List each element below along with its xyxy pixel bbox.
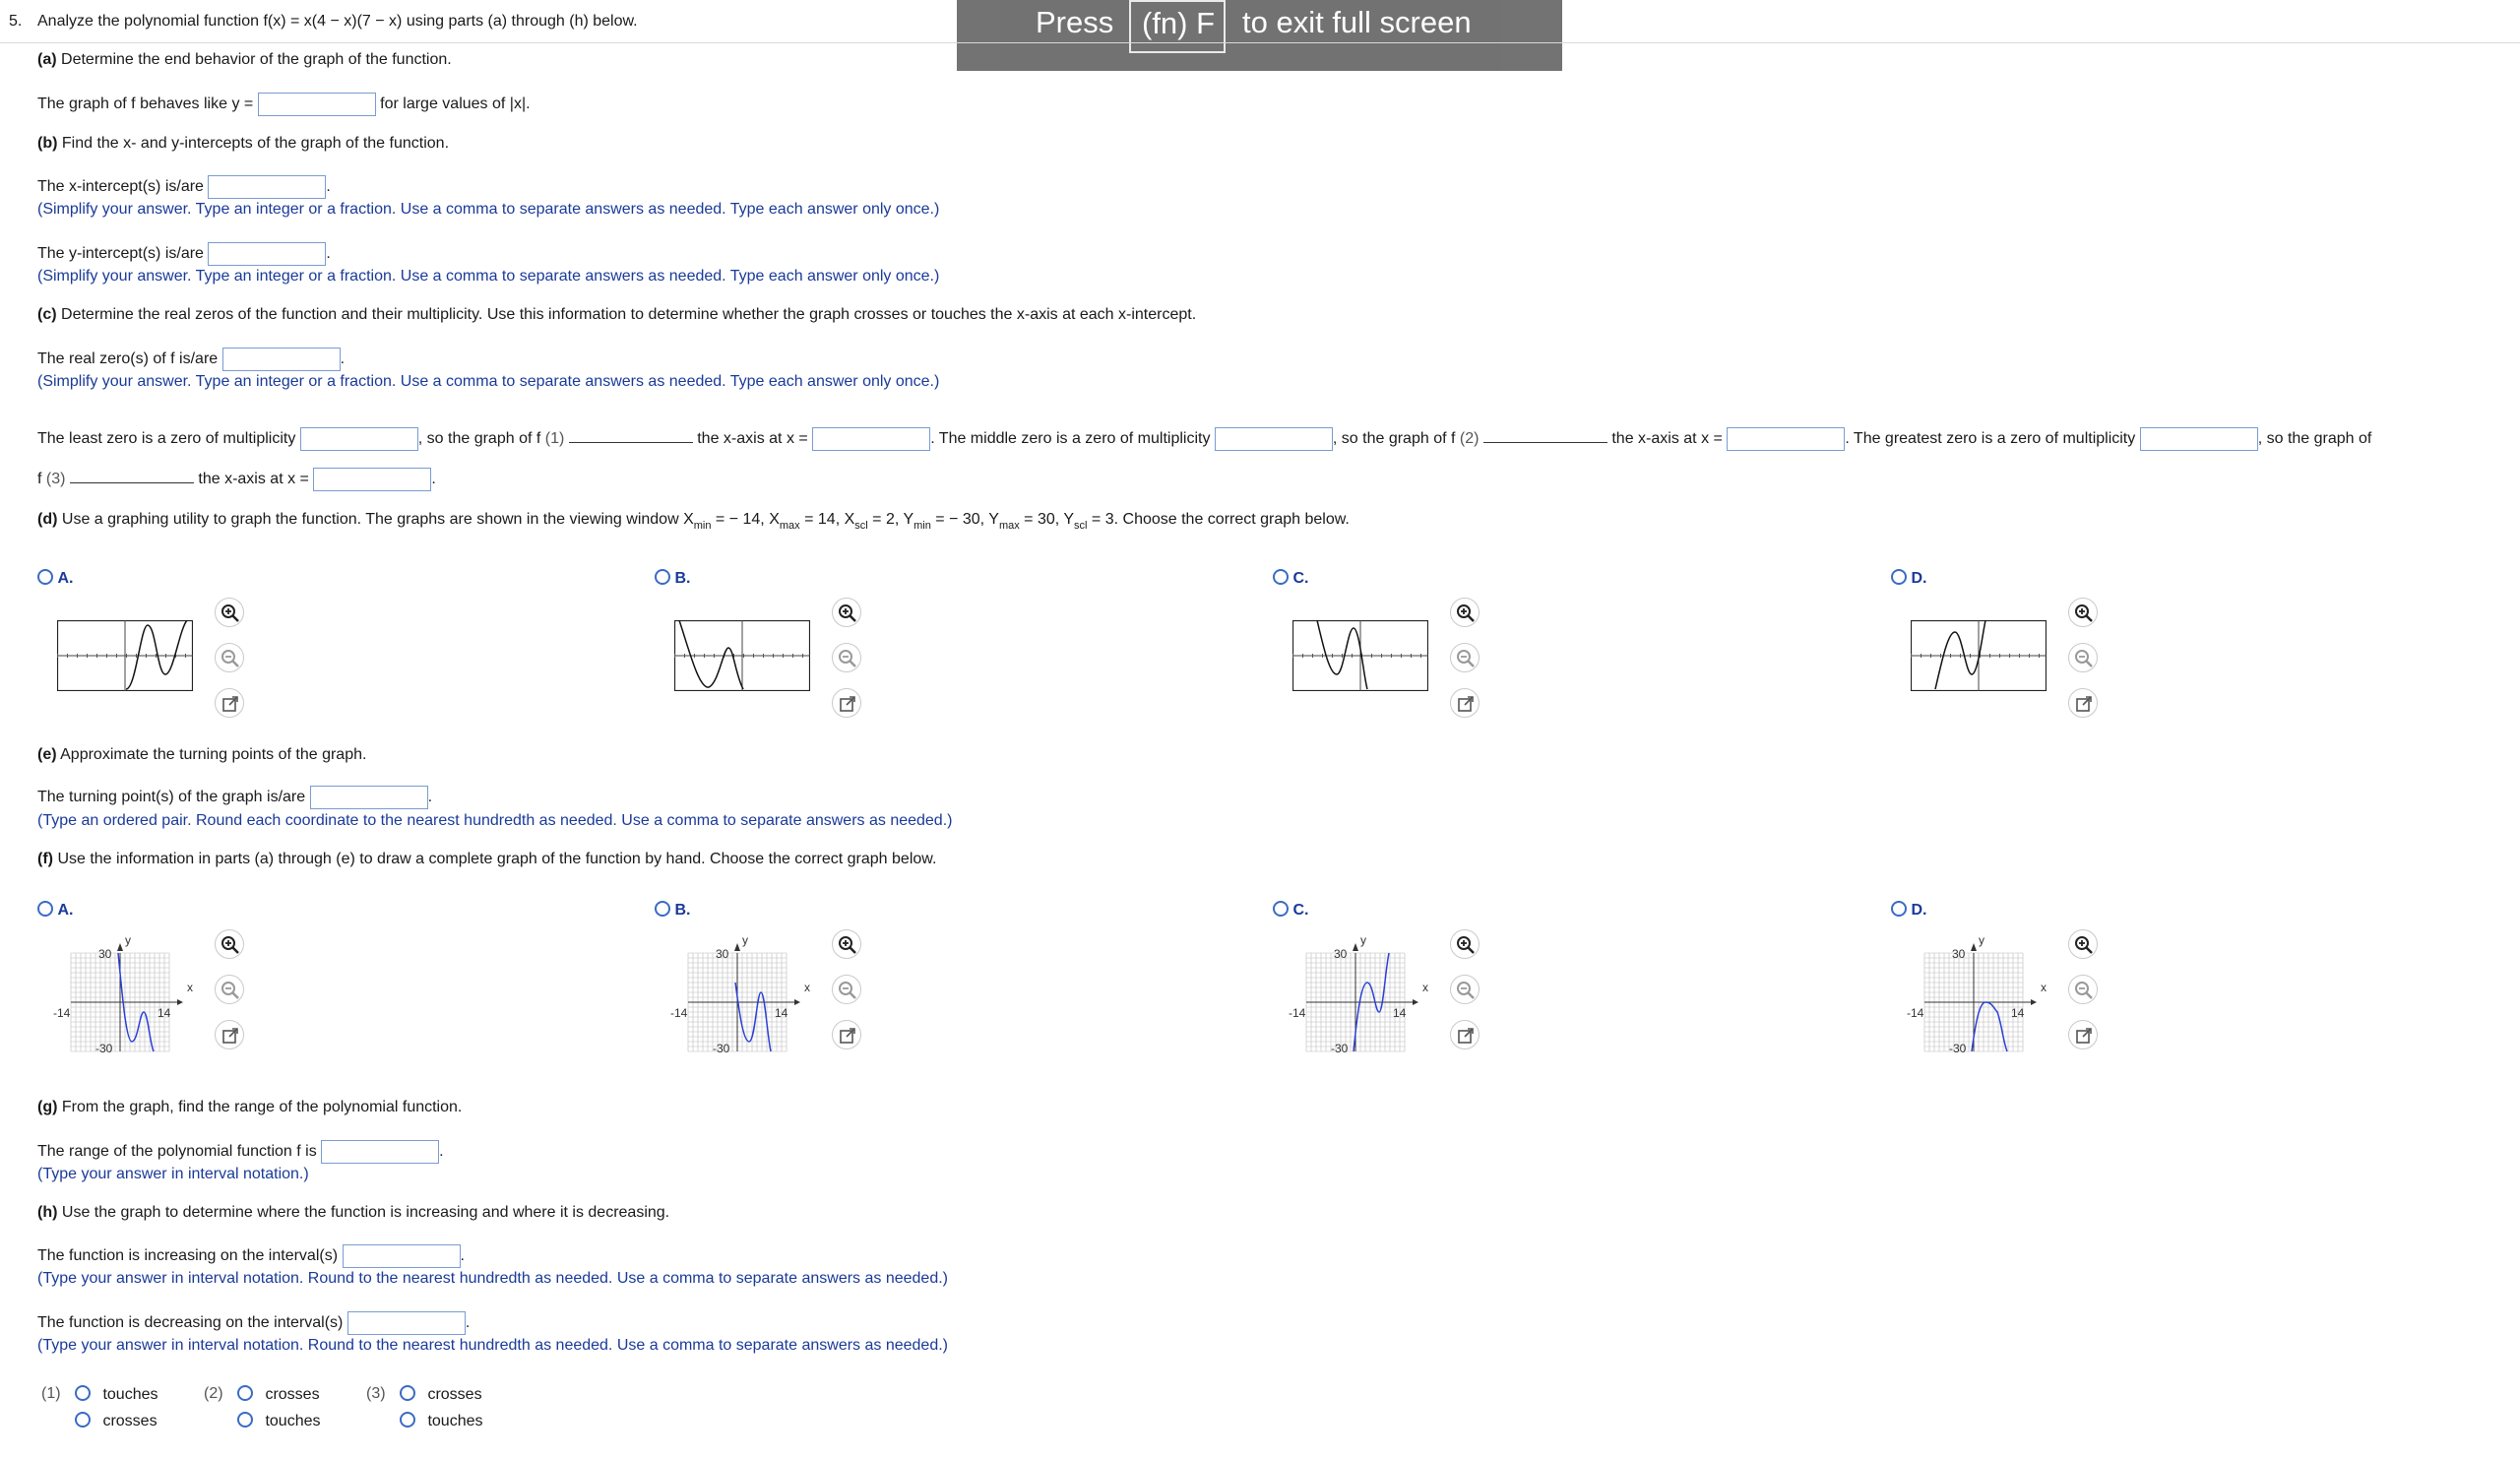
turning-points-hint: (Type an ordered pair. Round each coordinate to the nearest hundredth as needed. Use a comma to separate answers as needed.) [37, 812, 953, 829]
radio-button[interactable] [655, 569, 670, 585]
graph-thumbnail[interactable] [1911, 620, 2047, 696]
y-intercept-hint: (Simplify your answer. Type an integer or a fraction. Use a comma to separate answers as needed. Type each answer only once.) [37, 268, 940, 285]
dropdown-choice-number: (2) [204, 1385, 223, 1402]
decreasing-sentence: The function is decreasing on the interval(s) . [37, 1311, 470, 1335]
x-intercept-input[interactable] [208, 175, 326, 199]
zoom-out-icon[interactable] [832, 643, 861, 672]
dropdown-choice-number: (1) [41, 1385, 61, 1402]
part-f-option[interactable]: A. [37, 901, 73, 920]
zoom-in-icon[interactable] [2068, 929, 2098, 959]
popout-icon[interactable] [1450, 1020, 1480, 1049]
dropdown-choice-number: (3) [366, 1385, 386, 1402]
y-intercept-input[interactable] [208, 242, 326, 266]
popout-icon[interactable] [2068, 1020, 2098, 1049]
radio-button[interactable] [400, 1385, 415, 1401]
grid-graph-thumbnail[interactable]: y x 30 -30 -14 14 [61, 933, 219, 1062]
grid-graph-thumbnail[interactable]: y x 30 -30 -14 14 [1915, 933, 2072, 1062]
middle-zero-multiplicity-input[interactable] [1215, 427, 1333, 451]
x-intercept-hint: (Simplify your answer. Type an integer or a fraction. Use a comma to separate answers as needed. Type each answer only once.) [37, 201, 940, 218]
part-d-title: (d) Use a graphing utility to graph the function. The graphs are shown in the viewing window $X_{min}$ = − 14, $X_{max} = 14$, $X_{scl} = 2$, $Y_{min}$ = − 30, $Y_{max} = 30$, $Y_{scl} = 3$. Choose the correct graph below. [37, 511, 1350, 532]
radio-button[interactable] [655, 901, 670, 917]
part-a-sentence: The graph of f behaves like y = for large values of |x|. [37, 93, 531, 116]
zoom-out-icon[interactable] [215, 643, 244, 672]
part-f-option[interactable]: D. [1891, 901, 1926, 920]
radio-button[interactable] [37, 901, 53, 917]
part-d-option[interactable]: A. [37, 569, 73, 588]
radio-button[interactable] [1273, 569, 1289, 585]
banner-key: (fn) F [1129, 0, 1226, 53]
least-zero-multiplicity-input[interactable] [300, 427, 418, 451]
popout-icon[interactable] [832, 1020, 861, 1049]
popout-icon[interactable] [832, 688, 861, 718]
zoom-in-icon[interactable] [2068, 598, 2098, 627]
y-intercept-sentence: The y-intercept(s) is/are . [37, 242, 331, 266]
zoom-out-icon[interactable] [215, 975, 244, 1004]
greatest-zero-multiplicity-input[interactable] [2140, 427, 2258, 451]
dropdown-3[interactable] [70, 469, 194, 483]
turning-points-input[interactable] [310, 786, 428, 809]
multiplicity-row-2: f (3) the x-axis at x = . [37, 468, 436, 491]
popout-icon[interactable] [1450, 688, 1480, 718]
radio-button[interactable] [75, 1412, 91, 1428]
decreasing-hint: (Type your answer in interval notation. Round to the nearest hundredth as needed. Use a comma to separate answers as needed.) [37, 1337, 948, 1354]
zoom-out-icon[interactable] [832, 975, 861, 1004]
range-hint: (Type your answer in interval notation.) [37, 1166, 309, 1182]
banner-press: Press [1036, 5, 1114, 39]
fullscreen-banner [957, 0, 1562, 71]
radio-button[interactable] [1891, 569, 1907, 585]
zoom-in-icon[interactable] [215, 929, 244, 959]
radio-button[interactable] [1273, 901, 1289, 917]
radio-button[interactable] [400, 1412, 415, 1428]
end-behavior-input[interactable] [258, 93, 376, 116]
real-zeros-input[interactable] [222, 348, 341, 371]
multiplicity-row-1: The least zero is a zero of multiplicity , so the graph of f (1) the x-axis at x = . The middle zero is a zero of multiplicity , so the graph of f (2) the x-axis at x = . The greatest zero is a zero of multiplicity , so the graph of [37, 427, 2371, 451]
part-d-option[interactable]: D. [1891, 569, 1926, 588]
real-zeros-sentence: The real zero(s) of f is/are . [37, 348, 345, 371]
least-zero-x-input[interactable] [812, 427, 930, 451]
part-f-option[interactable]: B. [655, 901, 690, 920]
dropdown-choice-option[interactable]: touches [237, 1412, 321, 1430]
dropdown-choice-option[interactable]: touches [400, 1412, 483, 1430]
popout-icon[interactable] [2068, 688, 2098, 718]
dropdown-1[interactable] [569, 428, 693, 443]
turning-points-sentence: The turning point(s) of the graph is/are . [37, 786, 432, 809]
graph-thumbnail[interactable] [674, 620, 810, 696]
popout-icon[interactable] [215, 688, 244, 718]
radio-button[interactable] [75, 1385, 91, 1401]
part-b-title: (b) Find the x- and y-intercepts of the graph of the function. [37, 135, 450, 152]
zoom-in-icon[interactable] [832, 598, 861, 627]
part-f-title: (f) Use the information in parts (a) through (e) to draw a complete graph of the function by hand. Choose the correct graph below. [37, 851, 937, 867]
zoom-in-icon[interactable] [215, 598, 244, 627]
radio-button[interactable] [237, 1412, 253, 1428]
zoom-in-icon[interactable] [1450, 598, 1480, 627]
part-c-title: (c) Determine the real zeros of the function and their multiplicity. Use this information to determine whether the graph crosses or touches the x-axis at each x-intercept. [37, 306, 1197, 323]
part-d-option[interactable]: B. [655, 569, 690, 588]
dropdown-choice-option[interactable]: touches [75, 1385, 158, 1404]
range-sentence: The range of the polynomial function f is . [37, 1140, 444, 1164]
x-intercept-sentence: The x-intercept(s) is/are . [37, 175, 331, 199]
dropdown-choice-option[interactable]: crosses [75, 1412, 158, 1430]
radio-button[interactable] [37, 569, 53, 585]
part-e-title: (e) Approximate the turning points of the graph. [37, 746, 367, 763]
part-h-title: (h) Use the graph to determine where the function is increasing and where it is decreasing. [37, 1204, 670, 1221]
grid-graph-thumbnail[interactable]: y x 30 -30 -14 14 [678, 933, 836, 1062]
question-number: 5. [9, 13, 23, 30]
increasing-sentence: The function is increasing on the interval(s) . [37, 1244, 465, 1268]
zoom-in-icon[interactable] [832, 929, 861, 959]
question-prompt: Analyze the polynomial function f(x) = x(4 − x)(7 − x) using parts (a) through (h) below. [37, 13, 638, 30]
grid-graph-thumbnail[interactable]: y x 30 -30 -14 14 [1296, 933, 1454, 1062]
popout-icon[interactable] [215, 1020, 244, 1049]
dropdown-2[interactable] [1483, 428, 1607, 443]
divider [0, 42, 2520, 43]
part-a-title: (a) Determine the end behavior of the graph of the function. [37, 51, 452, 68]
greatest-zero-x-input[interactable] [313, 468, 431, 491]
increasing-input[interactable] [343, 1244, 461, 1268]
zoom-out-icon[interactable] [2068, 643, 2098, 672]
middle-zero-x-input[interactable] [1727, 427, 1845, 451]
zoom-out-icon[interactable] [1450, 643, 1480, 672]
dropdown-choice-option[interactable]: crosses [237, 1385, 320, 1404]
radio-button[interactable] [237, 1385, 253, 1401]
dropdown-choice-option[interactable]: crosses [400, 1385, 482, 1404]
zoom-in-icon[interactable] [1450, 929, 1480, 959]
banner-rest: to exit full screen [1242, 5, 1472, 39]
part-d-option[interactable]: C. [1273, 569, 1308, 588]
graph-thumbnail[interactable] [57, 620, 193, 696]
part-f-option[interactable]: C. [1273, 901, 1308, 920]
part-g-title: (g) From the graph, find the range of the polynomial function. [37, 1099, 463, 1115]
radio-button[interactable] [1891, 901, 1907, 917]
zoom-out-icon[interactable] [2068, 975, 2098, 1004]
increasing-hint: (Type your answer in interval notation. Round to the nearest hundredth as needed. Use a comma to separate answers as needed.) [37, 1270, 948, 1287]
decreasing-input[interactable] [347, 1311, 466, 1335]
range-input[interactable] [321, 1140, 439, 1164]
zoom-out-icon[interactable] [1450, 975, 1480, 1004]
graph-thumbnail[interactable] [1292, 620, 1428, 696]
real-zeros-hint: (Simplify your answer. Type an integer or a fraction. Use a comma to separate answers as needed. Type each answer only once.) [37, 373, 940, 390]
